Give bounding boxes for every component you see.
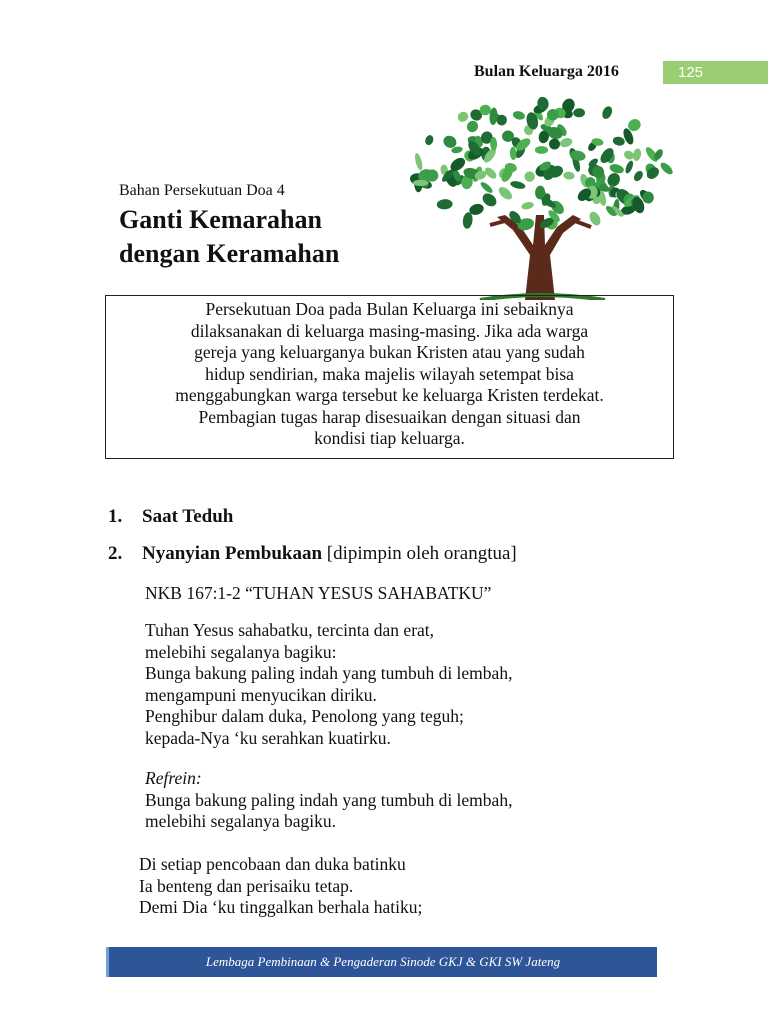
leaf-hand-shape bbox=[496, 185, 514, 202]
notice-line: Persekutuan Doa pada Bulan Keluarga ini sebaiknya bbox=[205, 299, 574, 319]
song-verse-2 bbox=[139, 854, 422, 919]
list-item-note: [dipimpin oleh orangtua] bbox=[322, 543, 517, 564]
lyric-line: Bunga bakung paling indah yang tumbuh di lembah, bbox=[145, 789, 513, 810]
lyric-line: melebihi segalanya bagiku: bbox=[145, 641, 337, 662]
leaf-hand-shape bbox=[559, 136, 574, 148]
notice-line: Pembagian tugas harap disesuaikan dengan situasi dan bbox=[198, 406, 581, 427]
header-title: Bulan Keluarga 2016 bbox=[474, 63, 619, 80]
doc-title-line2: dengan Keramahan bbox=[119, 239, 340, 268]
leaf-hand-shape bbox=[521, 201, 535, 211]
leaf-hand-shape bbox=[608, 163, 624, 175]
leaf-hand-shape bbox=[600, 105, 614, 121]
leaf-hand-shape bbox=[573, 108, 585, 117]
notice-line: gereja yang keluarganya bukan Kristen atau yang sudah bbox=[194, 342, 585, 362]
lyric-line: melebihi segalanya bagiku. bbox=[145, 811, 336, 831]
song-verse-1 bbox=[145, 620, 512, 749]
leaf-hand-shape bbox=[512, 110, 526, 121]
song-refrain bbox=[145, 768, 512, 833]
list-item-number: 1. bbox=[108, 506, 123, 527]
leaf-hand-shape bbox=[524, 171, 536, 183]
lyric-line: Ia benteng dan perisaiku tetap. bbox=[139, 875, 354, 896]
leaf-hand-shape bbox=[479, 180, 494, 194]
leaf-hand-shape bbox=[535, 146, 548, 154]
notice-line: kondisi tiap keluarga. bbox=[314, 428, 465, 448]
leaf-hand-shape bbox=[659, 161, 675, 177]
lyric-line: kepada-Nya ‘ku serahkan kuatirku. bbox=[145, 727, 391, 748]
leaf-hand-shape bbox=[547, 136, 562, 151]
song-title: NKB 167:1-2 “TUHAN YESUS SAHABATKU” bbox=[145, 583, 492, 603]
notice-line: menggabungkan warga tersebut ke keluarga Kristen terdekat. bbox=[175, 385, 604, 405]
lyric-line: mengampuni menyucikan diriku. bbox=[145, 684, 377, 705]
lyric-line: Bunga bakung paling indah yang tumbuh di lembah, bbox=[145, 663, 513, 683]
leaf-hand-shape bbox=[424, 134, 435, 146]
list-item-number: 2. bbox=[108, 543, 123, 564]
page-number: 125 bbox=[663, 61, 768, 84]
leaf-hand-shape bbox=[632, 169, 645, 183]
leaf-hand-shape bbox=[413, 152, 423, 171]
footer-banner: Lembaga Pembinaan & Pengaderan Sinode GKJ & GKI SW Jateng bbox=[106, 947, 657, 977]
lyric-line: Demi Dia ‘ku tinggalkan berhala hatiku; bbox=[139, 897, 423, 917]
leaf-hand-shape bbox=[624, 160, 635, 175]
notice-line: dilaksanakan di keluarga masing-masing. Jika ada warga bbox=[190, 320, 589, 341]
list-item-label: Nyanyian Pembukaan [dipimpin oleh orangtua] bbox=[142, 543, 517, 564]
leaf-hand-shape bbox=[436, 199, 452, 210]
leaf-hand-shape bbox=[563, 171, 575, 180]
lyric-line: Tuhan Yesus sahabatku, tercinta dan erat, bbox=[145, 620, 435, 640]
list-item-label: Saat Teduh bbox=[142, 506, 234, 527]
notice-box bbox=[105, 295, 674, 459]
leaf-hand-shape bbox=[465, 119, 481, 135]
leaf-hand-shape bbox=[456, 110, 470, 124]
lyric-line: Di setiap pencobaan dan duka batinku bbox=[139, 854, 406, 874]
doc-title-line1: Ganti Kemarahan bbox=[119, 205, 322, 234]
leaf-hand-shape bbox=[632, 148, 642, 162]
leaf-hand-shape bbox=[510, 180, 527, 190]
lyric-line: Penghibur dalam duka, Penolong yang teguh; bbox=[145, 706, 464, 726]
tree-of-hands-icon bbox=[405, 95, 675, 300]
refrain-label: Refrein: bbox=[145, 768, 202, 788]
doc-title bbox=[119, 203, 339, 271]
leaf-hand-shape bbox=[462, 212, 474, 230]
leaf-hand-shape bbox=[509, 147, 517, 161]
doc-subtitle: Bahan Persekutuan Doa 4 bbox=[119, 182, 285, 199]
notice-line: hidup sendirian, maka majelis wilayah setempat bisa bbox=[205, 363, 574, 384]
leaf-hand-shape bbox=[612, 136, 626, 147]
